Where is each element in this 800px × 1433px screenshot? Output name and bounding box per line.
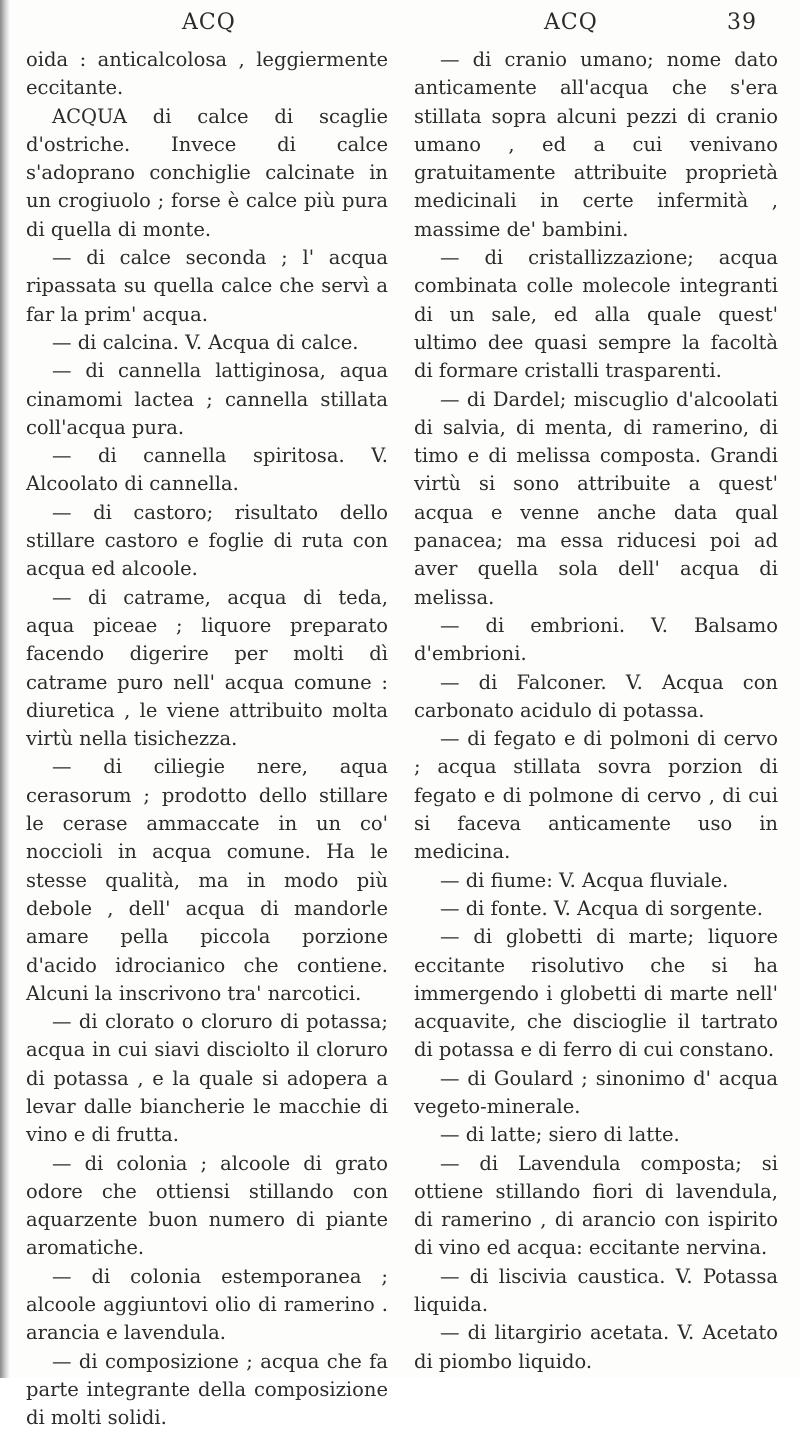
dictionary-entry: — di cannella lattiginosa, aqua cinamomi lactea ; cannella stillata coll'acqua pura. xyxy=(26,359,388,439)
dictionary-entry: — di cristallizzazione; acqua combinata colle molecole integranti di un sale, ed alla quale quest' ultimo dee quasi sempre la facoltà di formare cristalli trasparenti. xyxy=(414,246,778,383)
left-running-head: ACQ xyxy=(182,10,236,35)
dictionary-entry: — di composizione ; acqua che fa parte integrante della composizione di molti solidi. xyxy=(26,1349,388,1430)
dictionary-entry: ACQUA di calce di scaglie d'ostriche. Invece di calce s'adoprano conchiglie calcinate in un crogiuolo ; forse è calce più pura di quella di monte. xyxy=(26,104,388,241)
dictionary-entry: — di fonte. V. Acqua di sorgente. xyxy=(440,896,763,920)
dictionary-entry: — di embrioni. V. Balsamo d'embrioni. xyxy=(414,613,778,666)
dictionary-entry: — di colonia estemporanea ; alcoole aggiuntovi olio di ramerino . arancia e lavendula. xyxy=(26,1264,388,1345)
dictionary-entry: oida : anticalcolosa , leggiermente eccitante. xyxy=(26,48,388,100)
dictionary-entry: — di litargirio acetata. V. Acetato di piombo liquido. xyxy=(414,1321,778,1373)
page-number: 39 xyxy=(727,10,757,35)
dictionary-entry: — di ciliegie nere, aqua cerasorum ; prodotto dello stillare le cerase ammaccate in un co' noccioli in acqua comune. Ha le stesse qualità, ma in modo più debole , dell' acqua di mandorle amare pella piccola porzione d'acido idrocianico che contiene. Alcuni la inscrivono tra' narcotici. xyxy=(26,755,388,1005)
dictionary-entry: — di castoro; risultato dello stillare castoro e foglie di ruta con acqua ed alcoole. xyxy=(26,500,388,581)
right-column xyxy=(414,46,778,1376)
dictionary-entry: — di fegato e di polmoni di cervo ; acqua stillata sovra porzion di fegato e di polmone di cervo , di cui si faceva anticamente uso in medicina. xyxy=(414,727,778,864)
dictionary-entry: — di Falconer. V. Acqua con carbonato acidulo di potassa. xyxy=(414,670,778,722)
page-binding-edge xyxy=(0,0,10,1378)
dictionary-entry: — di calcina. V. Acqua di calce. xyxy=(52,330,359,354)
dictionary-entry: — di Goulard ; sinonimo d' acqua vegeto-minerale. xyxy=(414,1066,778,1118)
dictionary-entry: — di liscivia caustica. V. Potassa liquida. xyxy=(414,1264,778,1317)
dictionary-entry: — di Lavendula composta; si ottiene stillando fiori di lavendula, di ramerino , di arancio con ispirito di vino ed acqua: eccitante nervina. xyxy=(414,1151,778,1260)
dictionary-entry: — di fiume: V. Acqua fluviale. xyxy=(440,868,729,892)
right-running-head: ACQ xyxy=(544,10,598,35)
dictionary-entry: — di clorato o cloruro di potassa; acqua in cui siavi disciolto il cloruro di potassa , e la quale si adopera a levar dalle biancherie le macchie di vino e di frutta. xyxy=(26,1010,388,1147)
dictionary-entry: — di colonia ; alcoole di grato odore che ottiensi stillando con aquarzente buon numero di piante aromatiche. xyxy=(26,1151,388,1260)
dictionary-entry: — di cannella spiritosa. V. Alcoolato di cannella. xyxy=(26,444,388,496)
left-column xyxy=(26,46,388,1433)
dictionary-entry: — di catrame, acqua di teda, aqua piceae ; liquore preparato facendo digerire per molti dì catrame puro nell' acqua comune : diuretica , le viene attribuito molta virtù nella tisichezza. xyxy=(26,585,388,751)
dictionary-entry: — di calce seconda ; l' acqua ripassata su quella calce che servì a far la prim' acqua. xyxy=(26,246,388,326)
dictionary-entry: — di globetti di marte; liquore eccitante risolutivo che si ha immergendo i globetti di marte nell' acquavite, che discioglie il tartrato di potassa e di ferro di cui constano. xyxy=(414,925,778,1062)
dictionary-entry: — di cranio umano; nome dato anticamente all'acqua che s'era stillata sopra alcuni pezzi di cranio umano , ed a cui venivano gratuitamente attribuite proprietà medicinali in certe infermità , massime de' bambini. xyxy=(414,48,778,241)
dictionary-entry: — di Dardel; miscuglio d'alcoolati di salvia, di menta, di ramerino, di timo e di melissa composta. Grandi virtù si sono attribuite a quest' acqua e venne anche data qual panacea; ma essa riducesi poi ad aver quella sola dell' acqua di melissa. xyxy=(414,387,778,609)
dictionary-entry: — di latte; siero di latte. xyxy=(440,1123,680,1147)
